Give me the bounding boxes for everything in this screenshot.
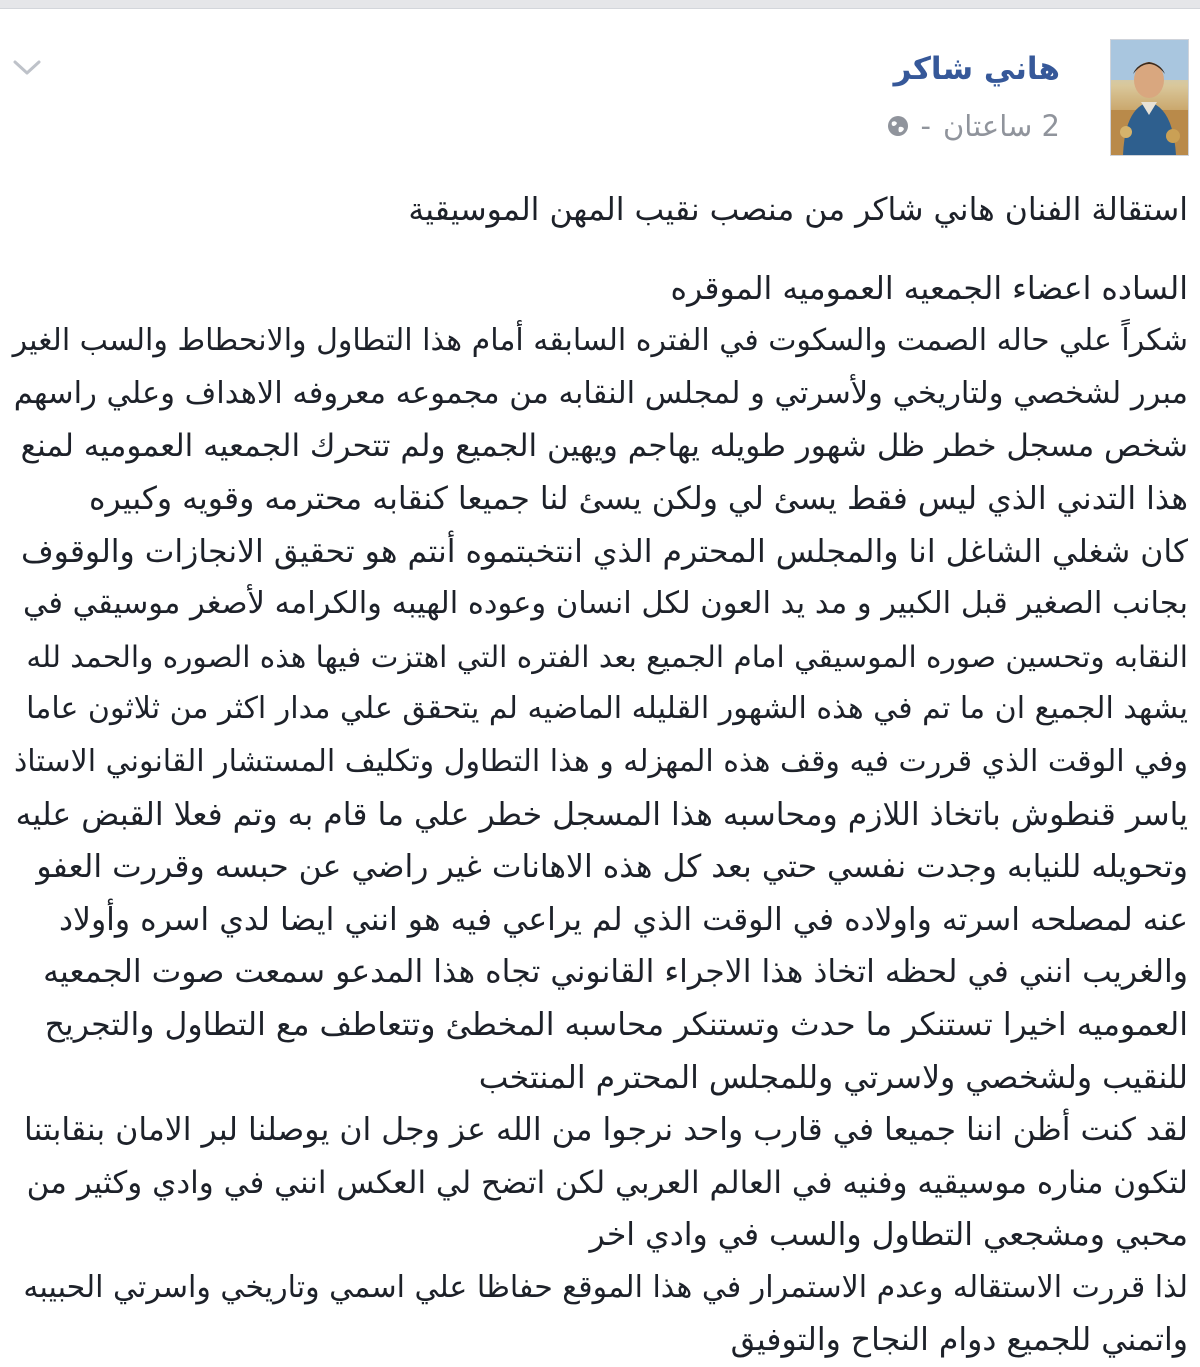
post-line: محبي ومشجعي التطاول والسب في وادي اخر: [589, 1217, 1188, 1254]
post-line: واتمني للجميع دوام النجاح والتوفيق: [730, 1322, 1188, 1359]
post-line: للنقيب ولشخصي ولاسرتي وللمجلس المحترم المنتخب: [478, 1059, 1188, 1096]
timestamp-number: 2: [1041, 109, 1060, 143]
timestamp[interactable]: [943, 109, 1060, 144]
avatar[interactable]: [1110, 39, 1189, 156]
post-line: العموميه اخيرا تستنكر ما حدث وتستنكر محاسبه المخطئ وتتعاطف مع التطاول والتجريح: [44, 1006, 1188, 1043]
post-line: ياسر قنطوش باتخاذ اللازم ومحاسبه هذا المسجل خطر علي ما قام به وتم فعلا القبض عليه: [15, 796, 1188, 833]
post-line: بجانب الصغير قبل الكبير و مد يد العون لكل انسان وعوده الهيبه والكرامه لأصغر موسيقي في: [22, 586, 1188, 622]
chevron-down-icon[interactable]: [10, 55, 44, 81]
globe-icon[interactable]: [887, 115, 909, 137]
post-body: [12, 184, 1188, 1367]
post-line: النقابه وتحسين صوره الموسيقي امام الجميع بعد الفتره التي اهتزت فيها هذه الصوره والحمد لله: [26, 639, 1188, 674]
top-divider: [0, 0, 1200, 9]
author-name[interactable]: هاني شاكر: [893, 51, 1060, 87]
post-line: شخص مسجل خطر ظل شهور طويله يهاجم ويهين الجميع ولم تتحرك الجمعيه العموميه لمنع: [20, 428, 1188, 465]
post-line: يشهد الجميع ان ما تم في هذه الشهور القليله الماضيه لم يتحقق علي مدار اكثر من ثلاثون عاما: [26, 691, 1188, 727]
post-line: وتحويله للنيابه وجدت نفسي حتي بعد كل هذه الاهانات غير راضي عن حبسه وقررت العفو: [36, 849, 1188, 886]
post-line: الساده اعضاء الجمعيه العموميه الموقره: [670, 270, 1188, 307]
post-line: هذا التدني الذي ليس فقط يسئ لي ولكن يسئ لنا جميعا كنقابه محترمه وقويه وكبيره: [89, 480, 1188, 517]
post-line: كان شغلي الشاغل انا والمجلس المحترم الذي انتخبتموه أنتم هو تحقيق الانجازات والوقوف: [20, 533, 1188, 570]
facebook-post: [0, 9, 1200, 1359]
timestamp-label: ساعتان: [943, 109, 1033, 143]
post-meta: [887, 109, 1060, 144]
post-line: شكراً علي حاله الصمت والسكوت في الفتره السابقه أمام هذا التطاول والانحطاط والسب الغير: [12, 323, 1188, 359]
post-line: مبرر لشخصي ولتاريخي ولأسرتي و لمجلس النقابه من مجموعه معروفه الاهداف وعلي راسهم: [13, 375, 1188, 411]
post-line: لذا قررت الاستقاله وعدم الاستمرار في هذا الموقع حفاظا علي اسمي وتاريخي واسرتي الحبيبه: [23, 1269, 1188, 1305]
post-title: استقالة الفنان هاني شاكر من منصب نقيب المهن الموسيقية: [408, 192, 1188, 228]
post-line: لقد كنت أظن اننا جميعا في قارب واحد نرجوا من الله عز وجل ان يوصلنا لبر الامان بنقابتنا: [24, 1112, 1188, 1149]
post-line: والغريب انني في لحظه اتخاذ هذا الاجراء القانوني تجاه هذا المدعو سمعت صوت الجمعيه: [43, 954, 1188, 991]
meta-separator: -: [920, 109, 931, 143]
post-line: عنه لمصلحه اسرته واولاده في الوقت الذي لم يراعي فيه هو انني ايضا لدي اسره وأولاد: [58, 901, 1188, 938]
post-line: وفي الوقت الذي قررت فيه وقف هذه المهزله و هذا التطاول وتكليف المستشار القانوني الاستاذ: [13, 743, 1188, 779]
post-line: لتكون مناره موسيقيه وفنيه في العالم العربي لكن اتضح لي العكس انني في وادي وكثير من: [26, 1164, 1188, 1201]
